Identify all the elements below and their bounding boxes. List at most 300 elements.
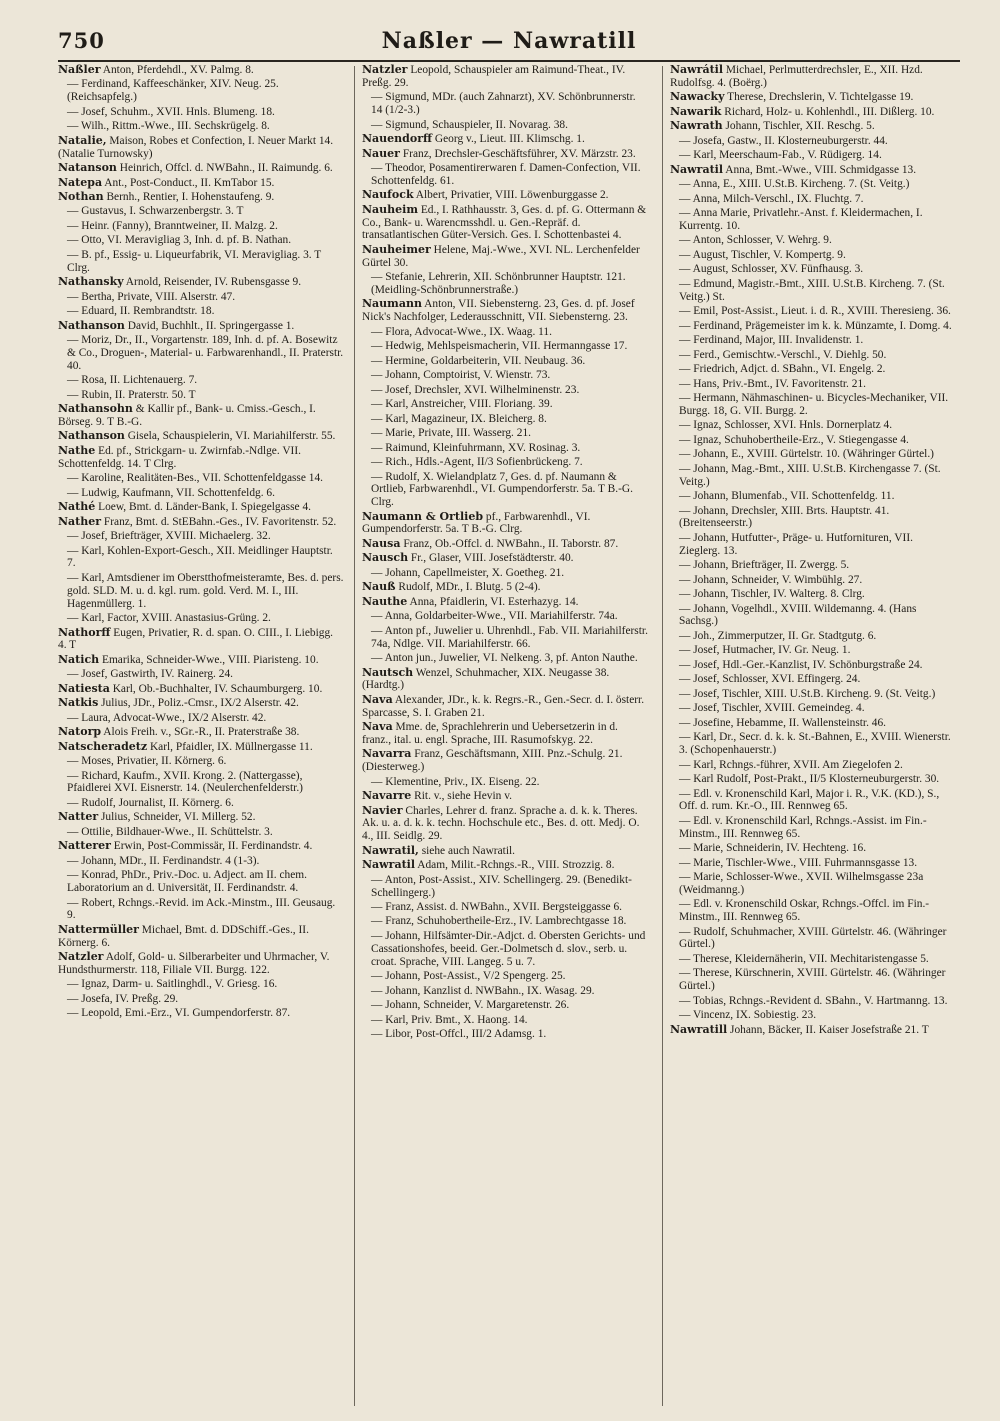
entry-details: — Johann, Drechsler, XIII. Brts. Hauptstr. 41. (Breitenseerstr.) bbox=[679, 504, 890, 530]
entry-surname: Nawacky bbox=[670, 90, 725, 104]
entry-details: Franz, Drechsler-Geschäftsführer, XV. Märzstr. 23. bbox=[399, 147, 636, 160]
directory-entry bbox=[362, 64, 648, 90]
entry-details: — Tobias, Rchngs.-Revident d. SBahn., V. Hartmanng. 13. bbox=[679, 994, 948, 1007]
directory-entry bbox=[58, 374, 344, 387]
directory-entry bbox=[58, 320, 344, 333]
directory-entry bbox=[362, 133, 648, 146]
directory-entry bbox=[58, 276, 344, 289]
entry-surname: Nathé bbox=[58, 500, 96, 514]
directory-entry bbox=[670, 659, 956, 672]
entry-surname: Nattermüller bbox=[58, 922, 139, 936]
entry-details: — Johann, Schneider, V. Margaretenstr. 26. bbox=[371, 999, 570, 1012]
directory-entry bbox=[670, 164, 956, 177]
entry-details: — Hermann, Nähmaschinen- u. Bicycles-Mechaniker, VII. Burgg. 18, G. VII. Burgg. 2. bbox=[679, 392, 949, 417]
column-3 bbox=[670, 64, 956, 1409]
entry-details: — Franz, Schuhobertheile-Erz., IV. Lambrechtgasse 18. bbox=[371, 915, 627, 928]
entry-details: — Karl Rudolf, Post-Prakt., II/5 Klosterneuburgerstr. 30. bbox=[679, 773, 940, 786]
directory-entry bbox=[670, 149, 956, 162]
entry-surname: Natanson bbox=[58, 161, 117, 175]
entry-details: Ed. pf., Strickgarn- u. Zwirnfab.-Ndlge. VII. Schottenfeldg. 14. T Clrg. bbox=[58, 444, 301, 470]
directory-entry bbox=[58, 612, 344, 625]
page-number: 750 bbox=[58, 28, 105, 53]
directory-entry bbox=[58, 177, 344, 190]
entry-surname: Nawratil bbox=[670, 162, 724, 176]
directory-entry bbox=[58, 1007, 344, 1020]
entry-surname: Nausch bbox=[362, 551, 409, 565]
entry-details: Heinrich, Offcl. d. NWBahn., II. Raimundg. 6. bbox=[116, 162, 333, 175]
directory-entry bbox=[58, 78, 344, 104]
entry-details: — Karl, Kohlen-Export-Gesch., XII. Meidlinger Hauptstr. 7. bbox=[67, 544, 333, 570]
entry-details: — Sigmund, Schauspieler, II. Novarag. 38. bbox=[371, 118, 568, 131]
directory-entry bbox=[670, 334, 956, 347]
entry-surname: Nauendorff bbox=[362, 132, 433, 146]
entry-details: — Edmund, Magistr.-Bmt., XIII. U.St.B. Kircheng. 7. (St. Veitg.) St. bbox=[679, 277, 945, 303]
entry-surname: Nawrath bbox=[670, 119, 723, 133]
entry-details: — Konrad, PhDr., Priv.-Doc. u. Adject. am II. chem. Laboratorium an d. Universität, II. Ferdinandstr. 4. bbox=[67, 869, 307, 895]
directory-entry bbox=[362, 970, 648, 983]
entry-details: — Josef, Hutmacher, IV. Gr. Neug. 1. bbox=[679, 644, 851, 657]
directory-entry bbox=[58, 120, 344, 133]
entry-surname: Nawratill bbox=[670, 1022, 728, 1036]
directory-entry bbox=[670, 64, 956, 90]
entry-surname: Natterer bbox=[58, 839, 111, 853]
directory-entry bbox=[362, 567, 648, 580]
directory-entry bbox=[670, 857, 956, 870]
directory-entry bbox=[362, 721, 648, 747]
directory-entry bbox=[670, 926, 956, 952]
directory-entry bbox=[58, 487, 344, 500]
directory-entry bbox=[58, 572, 344, 610]
directory-entry bbox=[670, 773, 956, 786]
directory-entry bbox=[362, 119, 648, 132]
directory-entry bbox=[670, 349, 956, 362]
entry-surname: Natalie, bbox=[58, 133, 107, 147]
directory-entry bbox=[58, 712, 344, 725]
directory-entry bbox=[670, 995, 956, 1008]
directory-entry bbox=[58, 530, 344, 543]
entry-details: — Ludwig, Kaufmann, VII. Schottenfeldg. 6. bbox=[67, 486, 275, 499]
entry-details: Loew, Bmt. d. Länder-Bank, I. Spiegelgasse 4. bbox=[95, 501, 311, 514]
directory-entry bbox=[58, 191, 344, 204]
entry-details: — B. pf., Essig- u. Liqueurfabrik, VI. Meravigliag. 3. T Clrg. bbox=[67, 248, 322, 274]
entry-surname: Nauß bbox=[362, 580, 396, 594]
directory-entry bbox=[58, 924, 344, 950]
directory-entry bbox=[58, 334, 344, 372]
entry-surname: Natter bbox=[58, 810, 99, 824]
directory-entry bbox=[58, 205, 344, 218]
entry-details: — Ottilie, Bildhauer-Wwe., II. Schüttelstr. 3. bbox=[67, 825, 273, 838]
entry-details: — Otto, VI. Meravigliag 3, Inh. d. pf. B. Nathan. bbox=[67, 234, 292, 247]
directory-entry bbox=[58, 770, 344, 796]
entry-surname: Nausa bbox=[362, 536, 401, 550]
entry-details: — August, Schlosser, XV. Fünfhausg. 3. bbox=[679, 263, 864, 276]
entry-details: — Josefine, Hebamme, II. Wallensteinstr. 46. bbox=[679, 716, 887, 729]
entry-details: — Marie, Tischler-Wwe., VIII. Fuhrmannsgasse 13. bbox=[679, 856, 918, 869]
directory-entry bbox=[362, 442, 648, 455]
entry-surname: Navier bbox=[362, 803, 403, 817]
entry-details: — Libor, Post-Offcl., III/2 Adamsg. 1. bbox=[371, 1027, 547, 1040]
directory-entry bbox=[670, 574, 956, 587]
entry-details: Mme. de, Sprachlehrerin und Uebersetzerin in d. franz., ital. u. engl. Sprache, III. Rasumofskyg. 22. bbox=[362, 721, 618, 746]
entry-surname: Natiesta bbox=[58, 681, 110, 695]
entry-details: — Marie, Schneiderin, IV. Hechteng. 16. bbox=[679, 842, 867, 855]
directory-entry bbox=[58, 501, 344, 514]
entry-details: — Anton, Post-Assist., XIV. Schellingerg. 29. (Benedikt-Schellingerg.) bbox=[371, 873, 632, 899]
entry-surname: Nawarik bbox=[670, 104, 722, 118]
entry-details: — Anna, Goldarbeiter-Wwe., VII. Mariahilferstr. 74a. bbox=[371, 610, 618, 623]
entry-details: — Leopold, Emi.-Erz., VI. Gumpendorferstr. 87. bbox=[67, 1007, 291, 1020]
entry-surname: Nathe bbox=[58, 443, 96, 457]
directory-entry bbox=[670, 559, 956, 572]
entry-surname: Navarre bbox=[362, 789, 412, 803]
columns bbox=[58, 64, 963, 1409]
directory-entry bbox=[670, 363, 956, 376]
directory-entry bbox=[362, 189, 648, 202]
entry-surname: Naumann bbox=[362, 297, 422, 311]
entry-details: — Johann, Kanzlist d. NWBahn., IX. Wasag. 29. bbox=[371, 984, 595, 997]
directory-entry bbox=[362, 901, 648, 914]
entry-details: — Heinr. (Fanny), Branntweiner, II. Malzg. 2. bbox=[67, 219, 278, 232]
directory-entry bbox=[58, 135, 344, 161]
directory-entry bbox=[670, 91, 956, 104]
directory-entry bbox=[362, 667, 648, 693]
directory-entry bbox=[362, 610, 648, 623]
entry-details: — Joh., Zimmerputzer, II. Gr. Stadtgutg. 6. bbox=[679, 629, 877, 642]
entry-details: — Ferdinand, Kaffeeschänker, XIV. Neug. 25. (Reichsapfelg.) bbox=[67, 78, 279, 104]
entry-details: — Ferd., Gemischtw.-Verschl., V. Diehlg. 50. bbox=[679, 348, 887, 361]
directory-entry bbox=[670, 305, 956, 318]
directory-entry bbox=[670, 673, 956, 686]
entry-details: — Johann, Hilfsämter-Dir.-Adjct. d. Obersten Gerichts- und Cassationshofes, beeid. Ger.-Dolmetsch d. slov., serb. u. croat. Sprache, VIII. Langeg. 5 u. 7. bbox=[371, 929, 646, 968]
directory-entry bbox=[58, 668, 344, 681]
entry-surname: Nather bbox=[58, 514, 102, 528]
entry-details: — Gustavus, I. Schwarzenbergstr. 3. T bbox=[67, 205, 244, 218]
entry-details: Albert, Privatier, VIII. Löwenburggasse 2. bbox=[413, 189, 609, 202]
directory-entry bbox=[670, 234, 956, 247]
entry-details: — Karl, Magazineur, IX. Bleicherg. 8. bbox=[371, 412, 547, 425]
directory-entry bbox=[362, 790, 648, 803]
entry-details: — Hermine, Goldarbeiterin, VII. Neubaug. 36. bbox=[371, 354, 586, 367]
directory-entry bbox=[362, 271, 648, 297]
entry-details: — Johann, Mag.-Bmt., XIII. U.St.B. Kirchengasse 7. (St. Veitg.) bbox=[679, 462, 941, 488]
directory-entry bbox=[362, 776, 648, 789]
entry-details: — Josef, Gastwirth, IV. Rainerg. 24. bbox=[67, 668, 233, 681]
directory-entry bbox=[58, 106, 344, 119]
entry-details: — Ignaz, Darm- u. Saitlinghdl., V. Griesg. 16. bbox=[67, 978, 278, 991]
entry-details: — Franz, Assist. d. NWBahn., XVII. Bergsteiggasse 6. bbox=[371, 901, 622, 913]
entry-details: — Stefanie, Lehrerin, XII. Schönbrunner Hauptstr. 121. (Meidling-Schönbrunnerstraße.) bbox=[371, 271, 626, 296]
entry-details: Anna, Pfaidlerin, VI. Esterhazyg. 14. bbox=[407, 595, 579, 608]
entry-details: Karl, Pfaidler, IX. Müllnergasse 11. bbox=[147, 740, 313, 753]
entry-details: Anton, Pferdehdl., XV. Palmg. 8. bbox=[100, 64, 254, 76]
directory-entry bbox=[58, 162, 344, 175]
directory-entry bbox=[58, 797, 344, 810]
directory-entry bbox=[362, 384, 648, 397]
directory-entry bbox=[362, 456, 648, 469]
entry-surname: Nava bbox=[362, 692, 393, 706]
entry-details: — Rich., Hdls.-Agent, II/3 Sofienbrückeng. 7. bbox=[371, 456, 583, 469]
entry-details: Adam, Milit.-Rchngs.-R., VIII. Strozzig. 8. bbox=[415, 859, 615, 872]
directory-entry bbox=[362, 748, 648, 774]
entry-details: — Rubin, II. Praterstr. 50. T bbox=[67, 388, 196, 401]
directory-entry bbox=[670, 193, 956, 206]
entry-surname: Natkis bbox=[58, 696, 99, 710]
directory-entry bbox=[58, 430, 344, 443]
directory-entry bbox=[58, 741, 344, 754]
entry-details: Ant., Post-Conduct., II. KmTabor 15. bbox=[102, 176, 275, 189]
directory-entry bbox=[362, 538, 648, 551]
entry-details: Anton, VII. Siebensterng. 23, Ges. d. pf. Josef Nick's Nachfolger, Lederausschnitt, VII. Siebensterng. 23. bbox=[362, 298, 635, 324]
entry-surname: Nawrátil bbox=[670, 64, 724, 76]
entry-details: — Hans, Priv.-Bmt., IV. Favoritenstr. 21. bbox=[679, 377, 866, 390]
entry-details: — Flora, Advocat-Wwe., IX. Waag. 11. bbox=[371, 325, 552, 338]
entry-surname: Navarra bbox=[362, 747, 412, 761]
directory-entry bbox=[670, 842, 956, 855]
header-rule bbox=[58, 60, 960, 62]
directory-entry bbox=[362, 471, 648, 509]
entry-details: — Theodor, Posamentirerwaren f. Damen-Confection, VII. Schottenfeldg. 61. bbox=[371, 162, 641, 187]
directory-entry bbox=[58, 234, 344, 247]
entry-details: Georg v., Lieut. III. Klimschg. 1. bbox=[432, 133, 585, 146]
directory-entry bbox=[362, 985, 648, 998]
directory-entry bbox=[362, 162, 648, 188]
entry-details: & Kallir pf., Bank- u. Cmiss.-Gesch., I. Börseg. 9. T B.-G. bbox=[58, 403, 316, 428]
directory-entry bbox=[670, 434, 956, 447]
entry-surname: Nothan bbox=[58, 189, 104, 203]
column-1 bbox=[58, 64, 344, 1409]
entry-details: — Anton pf., Juwelier u. Uhrenhdl., Fab. VII. Mariahilferstr. 74a, Ndlge. VII. Mariahilferstr. 66. bbox=[371, 624, 648, 650]
entry-details: Bernh., Rentier, I. Hohenstaufeng. 9. bbox=[103, 190, 275, 203]
directory-entry bbox=[670, 207, 956, 233]
entry-details: Arnold, Reisender, IV. Rubensgasse 9. bbox=[123, 276, 302, 289]
directory-entry bbox=[58, 826, 344, 839]
entry-surname: Nawratil, bbox=[362, 843, 419, 857]
entry-details: Johann, Bäcker, II. Kaiser Josefstraße 21. T bbox=[727, 1023, 929, 1036]
entry-details: — Therese, Kleidernäherin, VII. Mechitaristengasse 5. bbox=[679, 952, 929, 965]
entry-details: — Karl, Amtsdiener im Oberstthofmeisteramte, Bes. d. pers. gold. SLD. M. u. d. kgl. rum. gold. Verd. M. I., III. Hagenmüllerg. 1. bbox=[67, 571, 344, 610]
entry-details: Franz, Bmt. d. StEBahn.-Ges., IV. Favoritenstr. 52. bbox=[101, 515, 337, 528]
entry-details: — August, Tischler, V. Kompertg. 9. bbox=[679, 248, 846, 261]
entry-details: — Marie, Private, III. Wasserg. 21. bbox=[371, 427, 531, 440]
directory-entry bbox=[670, 505, 956, 531]
entry-details: David, Buchhlt., II. Springergasse 1. bbox=[124, 319, 295, 332]
entry-details: — Karl, Priv. Bmt., X. Haong. 14. bbox=[371, 1013, 528, 1026]
entry-details: — Klementine, Priv., IX. Eiseng. 22. bbox=[371, 775, 540, 788]
directory-entry bbox=[362, 298, 648, 324]
entry-details: — Josef, Schuhm., XVII. Hnls. Blumeng. 18. bbox=[67, 105, 275, 118]
directory-entry bbox=[670, 320, 956, 333]
entry-details: siehe auch Nawratil. bbox=[418, 844, 515, 857]
directory-entry bbox=[58, 897, 344, 923]
entry-details: Julius, JDr., Poliz.-Cmsr., IX/2 Alserstr. 42. bbox=[98, 697, 299, 710]
entry-details: — Johann, Post-Assist., V/2 Spengerg. 25. bbox=[371, 970, 566, 983]
entry-details: — Josef, Tischler, XIII. U.St.B. Kircheng. 9. (St. Veitg.) bbox=[679, 687, 936, 700]
directory-entry bbox=[58, 726, 344, 739]
directory-entry bbox=[58, 249, 344, 275]
directory-entry bbox=[670, 249, 956, 262]
entry-surname: Nauer bbox=[362, 146, 400, 160]
entry-surname: Nathanson bbox=[58, 318, 125, 332]
entry-surname: Natepa bbox=[58, 175, 103, 189]
entry-details: — Eduard, II. Rembrandtstr. 18. bbox=[67, 305, 215, 318]
entry-details: — Josef, Drechsler, XVI. Wilhelminenstr. 23. bbox=[371, 383, 580, 396]
entry-details: — Josef, Schlosser, XVI. Effingerg. 24. bbox=[679, 673, 861, 686]
entry-surname: Naumann & Ortlieb bbox=[362, 509, 484, 523]
column-2 bbox=[362, 64, 648, 1409]
entry-details: — Friedrich, Adjct. d. SBahn., VI. Engelg. 2. bbox=[679, 363, 886, 376]
directory-entry bbox=[58, 545, 344, 571]
directory-entry bbox=[362, 596, 648, 609]
directory-entry bbox=[670, 419, 956, 432]
directory-entry bbox=[362, 694, 648, 720]
directory-entry bbox=[58, 978, 344, 991]
directory-entry bbox=[58, 951, 344, 977]
entry-details: — Karl, Rchngs.-führer, XVII. Am Ziegelofen 2. bbox=[679, 758, 903, 771]
entry-details: — Josefa, IV. Preßg. 29. bbox=[67, 992, 179, 1005]
entry-details: — Anton jun., Juwelier, VI. Nelkeng. 3, pf. Anton Nauthe. bbox=[371, 652, 638, 665]
directory-entry bbox=[362, 874, 648, 900]
entry-details: — Josef, Tischler, XVIII. Gemeindeg. 4. bbox=[679, 702, 865, 715]
entry-surname: Natscheradetz bbox=[58, 739, 148, 753]
entry-details: — Edl. v. Kronenschild Karl, Major i. R., V.K. (KD.), S., Off. d. rum. Kr.-O., III. Rennweg 65. bbox=[679, 787, 940, 813]
entry-details: Therese, Drechslerin, V. Tichtelgasse 19. bbox=[724, 91, 914, 104]
entry-surname: Nava bbox=[362, 720, 393, 734]
column-divider bbox=[662, 66, 663, 1406]
entry-details: Charles, Lehrer d. franz. Sprache a. d. k. k. Theres. Ak. u. a. d. k. k. techn. Hochschule etc., Bes. d. ott. Medj. O. 4., III. Seidlg. 29. bbox=[362, 804, 640, 843]
entry-details: — Moriz, Dr., II., Vorgartenstr. 189, Inh. d. pf. A. Bosewitz & Co., Droguen-, Material- u. Farbwarenhandl., II. Praterstr. 40. bbox=[67, 334, 344, 372]
directory-entry bbox=[362, 148, 648, 161]
directory-entry bbox=[670, 644, 956, 657]
entry-details: Richard, Holz- u. Kohlenhdl., III. Dißlerg. 10. bbox=[721, 105, 935, 118]
directory-entry bbox=[670, 898, 956, 924]
directory-entry bbox=[58, 389, 344, 402]
directory-entry bbox=[58, 855, 344, 868]
entry-details: Alois Freih. v., SGr.-R., II. Praterstraße 38. bbox=[101, 726, 300, 739]
directory-entry bbox=[58, 683, 344, 696]
directory-entry bbox=[58, 291, 344, 304]
entry-details: — Karl, Meerschaum-Fab., V. Rüdigerg. 14. bbox=[679, 149, 882, 162]
directory-entry bbox=[58, 64, 344, 77]
entry-details: — Ferdinand, Major, III. Invalidenstr. 1. bbox=[679, 334, 864, 347]
directory-entry bbox=[58, 811, 344, 824]
entry-details: — Rudolf, X. Wielandplatz 7, Ges. d. pf. Naumann & Ortlieb, Farbwarenhdl., VI. Gumpendorferstr. 5a. T B.-G. Clrg. bbox=[371, 470, 633, 509]
directory-entry bbox=[362, 625, 648, 651]
page-header bbox=[58, 28, 960, 58]
column-divider bbox=[354, 66, 355, 1406]
entry-surname: Naufock bbox=[362, 188, 414, 202]
directory-entry bbox=[362, 91, 648, 117]
entry-surname: Nathanson bbox=[58, 429, 125, 443]
entry-details: Maison, Robes et Confection, I. Neuer Markt 14. (Natalie Turnowsky) bbox=[58, 134, 334, 160]
running-head: Naßler — Nawratill bbox=[381, 28, 637, 54]
directory-entry bbox=[58, 516, 344, 529]
entry-details: — Johann, Comptoirist, V. Wienstr. 73. bbox=[371, 369, 551, 382]
directory-entry bbox=[670, 448, 956, 461]
directory-entry bbox=[58, 403, 344, 429]
directory-entry bbox=[670, 106, 956, 119]
entry-details: — Richard, Kaufm., XVII. Krong. 2. (Nattergasse), Pfaidlerei XVI. Eisnerstr. 14. (Neulerchenfelderstr.) bbox=[67, 769, 303, 795]
entry-details: — Anton, Schlosser, V. Wehrg. 9. bbox=[679, 234, 832, 247]
directory-entry bbox=[362, 204, 648, 242]
entry-details: Julius, Schneider, VI. Millerg. 52. bbox=[98, 811, 256, 824]
entry-details: Gisela, Schauspielerin, VI. Mariahilferstr. 55. bbox=[124, 430, 336, 443]
entry-details: — Josefa, Gastw., II. Klosterneuburgerstr. 44. bbox=[679, 134, 888, 147]
entry-details: — Edl. v. Kronenschild Karl, Rchngs.-Assist. im Fin.-Minstm., III. Rennweg 65. bbox=[679, 814, 927, 840]
directory-entry bbox=[670, 1024, 956, 1037]
entry-details: — Johann, Vogelhdl., XVIII. Wildemanng. 4. (Hans Sachsg.) bbox=[679, 602, 917, 628]
directory-entry bbox=[362, 805, 648, 843]
entry-details: Michael, Bmt. d. DDSchiff.-Ges., II. Körnerg. 6. bbox=[58, 923, 309, 949]
entry-surname: Nathansky bbox=[58, 275, 124, 289]
directory-entry bbox=[362, 581, 648, 594]
directory-entry bbox=[58, 697, 344, 710]
entry-details: Rudolf, MDr., I. Blutg. 5 (2-4). bbox=[395, 581, 541, 594]
directory-entry bbox=[362, 999, 648, 1012]
entry-details: — Johann, Tischler, IV. Walterg. 8. Clrg. bbox=[679, 588, 865, 601]
entry-details: — Laura, Advocat-Wwe., IX/2 Alserstr. 42. bbox=[67, 711, 267, 724]
entry-details: — Karl, Factor, XVIII. Anastasius-Grüng. 2. bbox=[67, 612, 271, 625]
entry-surname: Nawratil bbox=[362, 858, 416, 872]
entry-details: — Johann, Schneider, V. Wimbühlg. 27. bbox=[679, 573, 863, 586]
directory-entry bbox=[670, 263, 956, 276]
entry-details: — Hedwig, Mehlspeismacherin, VII. Hermanngasse 17. bbox=[371, 340, 628, 353]
entry-details: — Ferdinand, Prägemeister im k. k. Münzamte, I. Domg. 4. bbox=[679, 319, 952, 332]
directory-entry bbox=[58, 993, 344, 1006]
entry-surname: Natorp bbox=[58, 725, 102, 739]
directory-entry bbox=[670, 603, 956, 629]
directory-entry bbox=[670, 178, 956, 191]
entry-details: — Vincenz, IX. Sobiestig. 23. bbox=[679, 1009, 817, 1022]
entry-details: — Moses, Privatier, II. Körnerg. 6. bbox=[67, 755, 227, 768]
directory-entry bbox=[670, 953, 956, 966]
entry-details: — Johann, E., XVIII. Gürtelstr. 10. (Währinger Gürtel.) bbox=[679, 448, 934, 461]
entry-details: — Karoline, Realitäten-Bes., VII. Schottenfeldgasse 14. bbox=[67, 472, 324, 485]
directory-entry bbox=[362, 859, 648, 872]
directory-entry bbox=[362, 326, 648, 339]
entry-details: Helene, Maj.-Wwe., XVI. NL. Lerchenfelder Gürtel 30. bbox=[362, 243, 640, 269]
directory-entry bbox=[670, 490, 956, 503]
directory-entry bbox=[670, 278, 956, 304]
entry-details: — Sigmund, MDr. (auch Zahnarzt), XV. Schönbrunnerstr. 14 (1/2-3.) bbox=[371, 91, 636, 117]
directory-entry bbox=[58, 654, 344, 667]
directory-entry bbox=[362, 652, 648, 665]
directory-entry bbox=[670, 688, 956, 701]
directory-entry bbox=[58, 869, 344, 895]
directory-entry bbox=[58, 840, 344, 853]
directory-entry bbox=[362, 369, 648, 382]
entry-details: Michael, Perlmutterdrechsler, E., XII. Hzd. Rudolfsg. 4. (Boërg.) bbox=[670, 64, 923, 89]
entry-details: — Therese, Kürschnerin, XVIII. Gürtelstr. 46. (Währinger Gürtel.) bbox=[679, 967, 946, 993]
entry-surname: Nautsch bbox=[362, 665, 414, 679]
directory-entry bbox=[362, 427, 648, 440]
entry-details: Adolf, Gold- u. Silberarbeiter und Uhrmacher, V. Hundsthurmerstr. 118, Filiale VII. Burgg. 122. bbox=[58, 951, 330, 976]
entry-details: Erwin, Post-Commissär, II. Ferdinandstr. 4. bbox=[110, 840, 313, 853]
directory-entry bbox=[362, 355, 648, 368]
directory-entry bbox=[362, 244, 648, 270]
entry-details: — Emil, Post-Assist., Lieut. i. d. R., XVIII. Theresieng. 36. bbox=[679, 305, 951, 318]
entry-details: — Anna, Milch-Verschl., IX. Fluchtg. 7. bbox=[679, 192, 864, 205]
entry-details: Rit. v., siehe Hevin v. bbox=[411, 790, 513, 803]
entry-surname: Nathansohn bbox=[58, 402, 133, 416]
entry-details: Franz, Ob.-Offcl. d. NWBahn., II. Taborstr. 87. bbox=[400, 537, 619, 550]
entry-details: — Rudolf, Journalist, II. Körnerg. 6. bbox=[67, 796, 234, 809]
directory-entry bbox=[670, 967, 956, 993]
directory-entry bbox=[670, 532, 956, 558]
entry-details: — Wilh., Rittm.-Wwe., III. Sechskrügelg. 8. bbox=[67, 120, 270, 133]
directory-entry bbox=[58, 445, 344, 471]
directory-entry bbox=[362, 845, 648, 858]
directory-entry bbox=[58, 472, 344, 485]
